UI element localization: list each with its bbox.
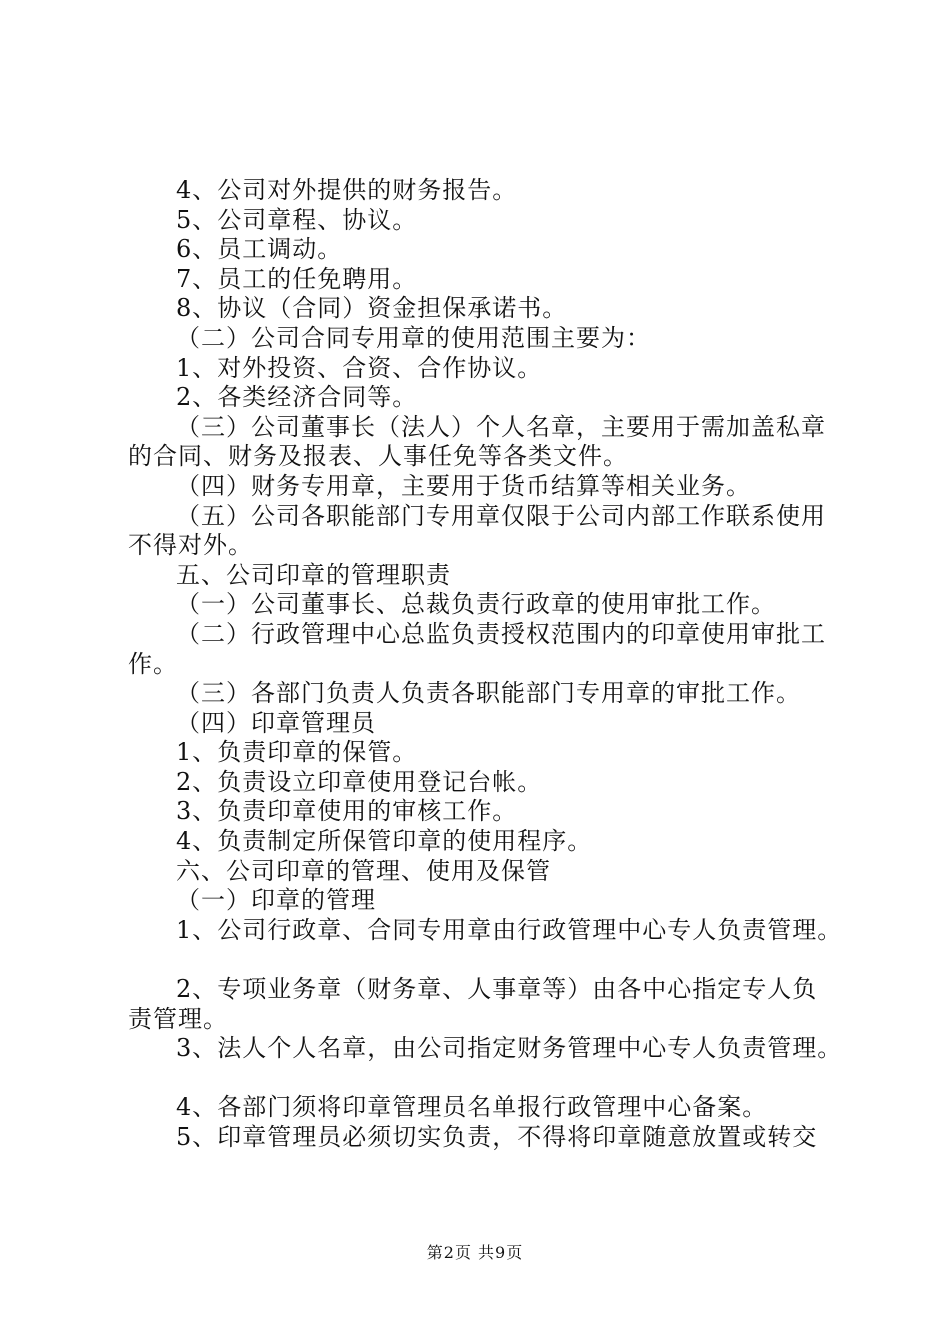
text-line: 5、公司章程、协议。 (176, 205, 418, 234)
section-heading: （二）公司合同专用章的使用范围主要为： (176, 323, 651, 352)
text-line: 2、负责设立印章使用登记台帐。 (176, 767, 543, 796)
text-line: 4、公司对外提供的财务报告。 (176, 176, 518, 204)
section-heading: 五、公司印章的管理职责 (176, 560, 451, 589)
blank-line (128, 945, 848, 975)
text-line: 8、协议（合同）资金担保承诺书。 (176, 294, 568, 323)
paragraph-line: （一）公司董事长、总裁负责行政章的使用审批工作。 (176, 590, 776, 619)
paragraph-line: （五）公司各职能部门专用章仅限于公司内部工作联系使用 (176, 501, 826, 530)
paragraph-line: 责管理。 (128, 1004, 228, 1033)
text-line: 3、法人个人名章，由公司指定财务管理中心专人负责管理。 (176, 1034, 843, 1063)
paragraph-line: 的合同、财务及报表、人事任免等各类文件。 (128, 442, 628, 471)
text-line: 4、各部门须将印章管理员名单报行政管理中心备案。 (176, 1093, 768, 1122)
page-footer: 第2页 共9页 (426, 1243, 524, 1262)
paragraph-line: 2、专项业务章（财务章、人事章等）由各中心指定专人负 (176, 975, 818, 1004)
text-line: 1、对外投资、合资、合作协议。 (176, 353, 543, 382)
text-line: 2、各类经济合同等。 (176, 383, 418, 412)
text-line: 3、负责印章使用的审核工作。 (176, 797, 518, 826)
paragraph-line: （三）公司董事长（法人）个人名章，主要用于需加盖私章 (176, 412, 826, 441)
text-line: 6、员工调动。 (176, 235, 343, 264)
blank-line (128, 1064, 848, 1094)
subsection-heading: （一）印章的管理 (176, 886, 376, 915)
text-line: 1、负责印章的保管。 (176, 738, 418, 767)
subsection-heading: （四）印章管理员 (176, 708, 376, 737)
paragraph-line: （三）各部门负责人负责各职能部门专用章的审批工作。 (176, 679, 801, 708)
paragraph-line: （二）行政管理中心总监负责授权范围内的印章使用审批工 (176, 619, 826, 648)
section-heading: 六、公司印章的管理、使用及保管 (176, 856, 551, 885)
paragraph-line: 不得对外。 (128, 531, 253, 560)
paragraph-line: 作。 (128, 649, 178, 678)
text-line: 4、负责制定所保管印章的使用程序。 (176, 827, 593, 856)
paragraph-line: 5、印章管理员必须切实负责，不得将印章随意放置或转交 (176, 1123, 818, 1151)
text-line: 7、员工的任免聘用。 (176, 264, 418, 293)
paragraph-line: （四）财务专用章，主要用于货币结算等相关业务。 (176, 471, 751, 500)
text-line: 1、公司行政章、合同专用章由行政管理中心专人负责管理。 (176, 915, 843, 944)
document-body (128, 176, 848, 1153)
